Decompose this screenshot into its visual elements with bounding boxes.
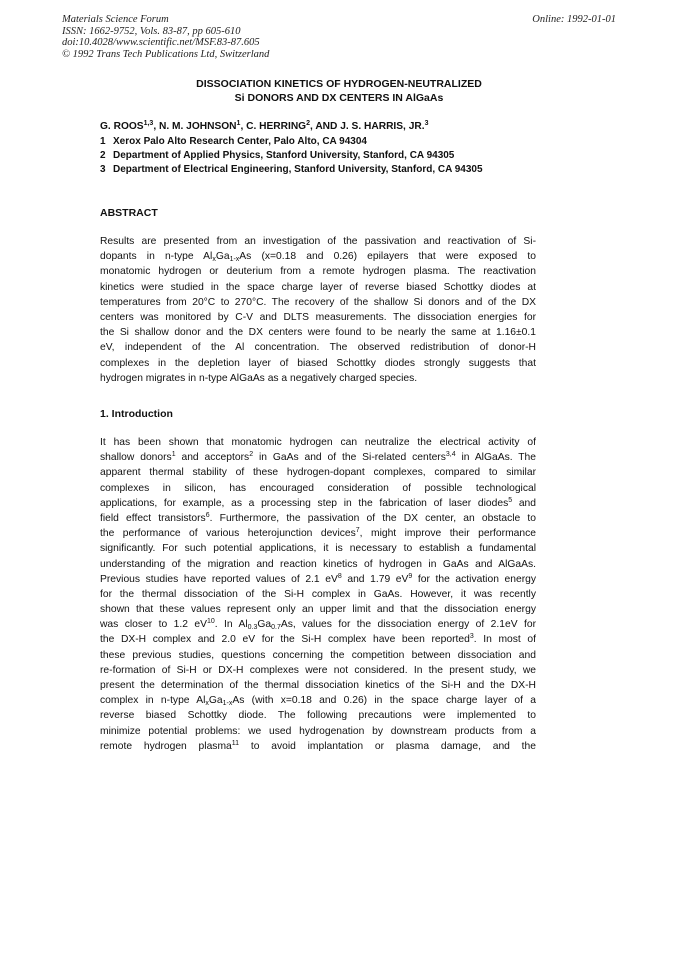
text-line: shallow donors$^1$ and acceptors$^2$ in GaAs and of the Si-related centers$^{3,4}$ in AlGaAs. The [100, 451, 536, 464]
text-line: kinetics were studied in the space charge layer of reverse biased Schottky diodes at [100, 281, 536, 293]
affiliation-number: 1 [100, 136, 106, 147]
text-line: these previous studies, questions concerning the competition between dissociation and [100, 649, 536, 661]
author-affiliation-mark: 1 [236, 120, 241, 127]
affiliation-3 [100, 164, 483, 176]
author-name: , N. M. JOHNSON [153, 121, 237, 132]
text-line: the DX-H complex and 2.0 eV for the Si-H complex have been reported$^3$. In most of [100, 633, 536, 646]
affiliation-number: 3 [100, 164, 106, 175]
text-line: reverse biased Schottky diode. The following precautions were implemented to [100, 710, 536, 722]
text-line: remote hydrogen plasma$^{11}$ to avoid implantation or plasma damage, and the [100, 739, 536, 752]
author-affiliation-mark: 2 [306, 120, 311, 127]
section-heading-introduction: 1. Introduction [100, 408, 173, 420]
text-line: eV, independent of the Al concentration. The observed redistribution of donor-H [100, 342, 536, 354]
journal-name: Materials Science Forum [62, 14, 169, 25]
text-line: the performance of various heterojunction devices$^7$, might improve their performance [100, 527, 536, 540]
text-line: monatomic hydrogen or deuterium from a remote hydrogen plasma. The reactivation [100, 266, 536, 278]
affiliation-1 [100, 136, 367, 148]
author-name: , AND J. S. HARRIS, JR. [310, 121, 425, 132]
text-line: shown that these values represent only an upper limit and that the dissociation energy [100, 604, 536, 616]
introduction-paragraph [100, 435, 536, 754]
text-line: complexes in silicon, has encouraged consideration of possible technological [100, 482, 536, 494]
text-line: It has been shown that monatomic hydrogen can neutralize the electrical activity of [100, 437, 536, 448]
affiliation-number: 2 [100, 150, 106, 161]
text-line: was closer to 1.2 $eV^{10}$. In $Al_{0.3}Ga_{0.7}As$, values for the dissociation energy of 2.1eV for [100, 618, 536, 632]
text-line: Results are presented from an investigation of the passivation and reactivation of Si- [100, 236, 536, 247]
copyright-line: © 1992 Trans Tech Publications Ltd, Switzerland [62, 48, 270, 60]
text-line: minimize potential problems: we used hydrogenation by downstream products from a [100, 725, 536, 737]
affiliation-text: Department of Electrical Engineering, Stanford University, Stanford, CA 94305 [113, 164, 483, 175]
issn-line: ISSN: 1662-9752, Vols. 83-87, pp 605-610 [62, 25, 241, 37]
text-line: for the thermal dissociation of the Si-H complex in GaAs. However, it was recently [100, 588, 536, 600]
text-line: complex in n-type $Al_xGa_{1-x}As$ (with x=0.18 and 0.26) in the space charge layer of a [100, 695, 536, 708]
paper-title [0, 77, 678, 105]
text-line: Previous studies have reported values of 2.1 $eV^8$ and 1.79 $eV^9$ for the activation energy [100, 572, 536, 585]
abstract-heading: ABSTRACT [100, 207, 158, 219]
text-line: centers was monitored by C-V and DLTS measurements. The dissociation energies for [100, 311, 536, 323]
online-date: Online: 1992-01-01 [532, 14, 616, 25]
text-line: understanding of the migration and reaction kinetics of hydrogen in GaAs and AlGaAs. [100, 558, 536, 570]
title-line-2: Si DONORS AND DX CENTERS IN AlGaAs [234, 92, 444, 104]
text-line: complexes in the depletion layer of biased Schottky diodes strongly suggests that [100, 357, 536, 369]
text-line: apparent thermal stability of these hydrogen-dopant complexes, compared to similar [100, 467, 536, 479]
text-line: present the determination of the thermal dissociation kinetics of the Si-H and the DX-H [100, 680, 536, 691]
text-line: the Si shallow donor and the DX centers were found to be nearly the same at 1.16±0.1 [100, 327, 536, 339]
doi-line: doi:10.4028/www.scientific.net/MSF.83-87.605 [62, 37, 260, 49]
text-line: temperatures from 20°C to 270°C. The recovery of the shallow Si donors and of the DX [100, 296, 536, 308]
affiliation-text: Department of Applied Physics, Stanford University, Stanford, CA 94305 [113, 150, 455, 161]
abstract-paragraph [100, 234, 536, 386]
affiliation-text: Xerox Palo Alto Research Center, Palo Alto, CA 94304 [113, 136, 367, 147]
text-line: dopants in n-type $Al_xGa_{1-x}As$ (x=0.18 and 0.26) epilayers that were exposed to [100, 251, 536, 264]
text-line: applications, for example, as a processing step in the fabrication of laser diodes$^5$ and [100, 496, 536, 509]
author-affiliation-mark: 1,3 [143, 120, 154, 127]
author-name: G. ROOS [100, 121, 144, 132]
text-line: significantly. For such potential applications, it is necessary to establish a fundamental [100, 543, 536, 555]
author-affiliation-mark: 3 [424, 120, 429, 127]
text-line: re-formation of Si-H or DX-H complexes were not considered. In the present study, we [100, 664, 536, 676]
text-line: hydrogen migrates in n-type AlGaAs as a negatively charged species. [100, 372, 418, 384]
publication-header [62, 14, 269, 60]
author-name: , C. HERRING [240, 121, 307, 132]
author-list [100, 121, 428, 133]
affiliation-2 [100, 150, 454, 162]
title-line-1: DISSOCIATION KINETICS OF HYDROGEN-NEUTRALIZED [196, 78, 482, 90]
text-line: field effect transistors$^6$. Furthermore, the passivation of the DX center, an obstacle to [100, 511, 536, 524]
